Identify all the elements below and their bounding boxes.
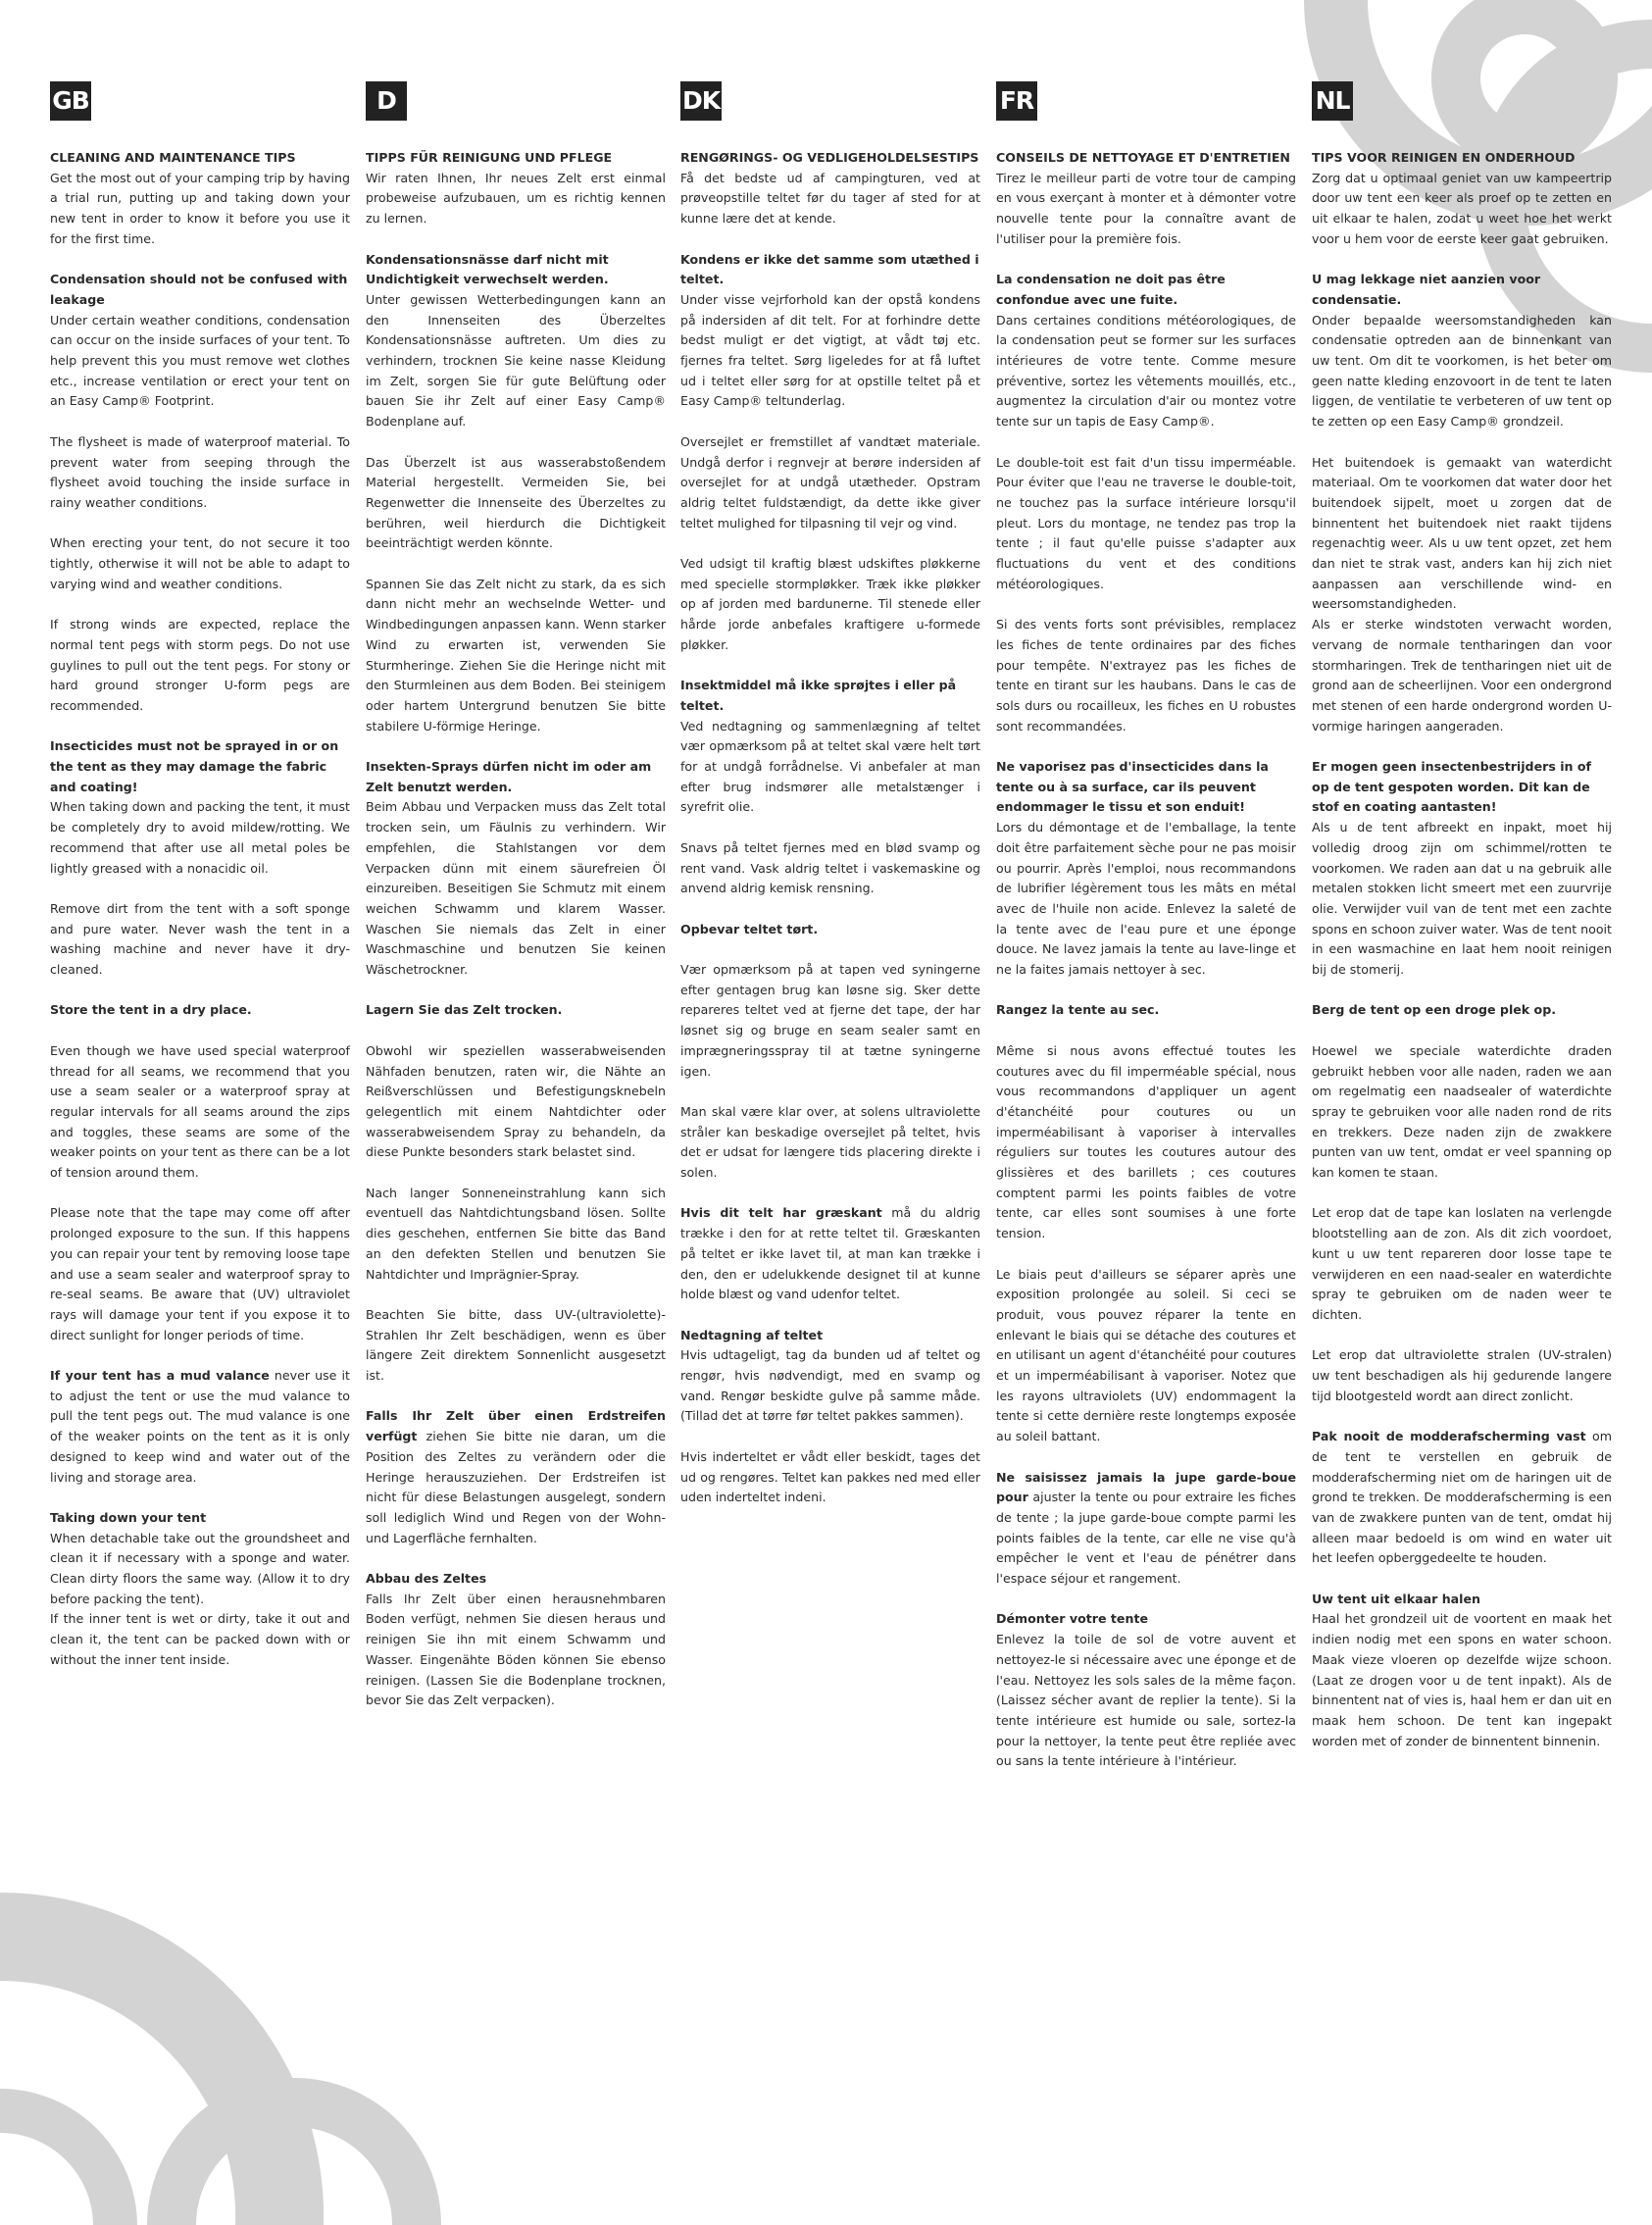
dk-insecticides-heading: Insektmiddel må ikke sprøjtes i eller på teltet. (680, 678, 957, 713)
fr-winds-text: Si des vents forts sont prévisibles, remplacez les fiches de tente ordinaires par des fiches pour tempête. N'extrayez pas les fiches de tente en tirant sur les haubans. Dans le cas de sols durs ou rocailleux, les fiches en U robustes sont recommandées. (996, 617, 1296, 733)
nl-title: TIPS VOOR REINIGEN EN ONDERHOUD (1312, 150, 1576, 165)
gb-erecting-text: When erecting your tent, do not secure it too tightly, otherwise it will not be able to adapt to varying wind and weather conditions. (50, 535, 350, 591)
gb-condensation-text: Under certain weather conditions, condensation can occur on the inside surfaces of your tent. To help prevent this you must remove wet clothes etc., increase ventilation or erect your tent on an Easy Camp® Footprint. (50, 312, 350, 409)
dk-uv-text: Man skal være klar over, at solens ultraviolette stråler kan beskadige oversejlet på teltet, hvis det er udsat for længere tids placering direkte i solen. (680, 1103, 980, 1181)
gb-title: CLEANING AND MAINTENANCE TIPS (50, 150, 296, 165)
dk-seams-text: Vær opmærksom på at tapen ved syningerne efter gentagen brug kan løsne sig. Sker dette repareres teltet ved at fjerne det tape, der har løsnet sig og bruge en seam sealer samt en imprægneringsspray til at tætne syningerne igen. (680, 962, 980, 1079)
dk-flysheet-text: Oversejlet er fremstillet af vandtæt materiale. Undgå derfor i regnvejr at berøre indersiden af oversejlet for at undgå utætheder. Opstram aldrig teltet fuldstændigt, da dette ikke giver teltet mulighed for tilpasning til vejr og vind. (680, 433, 980, 531)
nl-seams-text: Hoewel we speciale waterdichte draden gebruikt hebben voor alle naden, raden we aan om regelmatig een naadsealer of waterdichte spray te gebruiken voor alle naden rond de rits en trekkers. Deze naden zijn de zwakkere punten van uw tent, omdat er veel spanning op kan komen te staan. (1312, 1042, 1612, 1181)
nl-tape-text: Let erop dat de tape kan loslaten na verlengde blootstelling aan de zon. Als dit zich voordoet, kunt u uw tent repareren door losse tape te verwijderen en een naad-sealer en waterdichte spray te gebruiken om de naden weer te dichten. (1312, 1205, 1612, 1322)
gb-inner-text: If the inner tent is wet or dirty, take it out and clean it, the tent can be packed down with or without the inner tent inside. (50, 1611, 350, 1667)
d-valance-body: ziehen Sie bitte nie daran, um die Position des Zeltes zu verändern oder die Heringe herauszuziehen. Der Erdstreifen ist nicht für diese Belastungen ausgelegt, sondern soll lediglich Wind und Regen von der Wohn- und Lagerfläche fernhalten. (366, 1429, 666, 1545)
gb-tape-text: Please note that the tape may come off after prolonged exposure to the sun. If this happens you can repair your tent by removing loose tape and use a seam sealer and waterproof spray to re-seal seams. Be aware that (UV) ultraviolet rays will damage your tent if you expose it to direct sunlight for longer periods of time. (50, 1205, 350, 1342)
dk-valance-body: må du aldrig trække i den for at rette teltet til. Græskanten på teltet er ikke lavet til, at man kan trække i den, den er udelukkende designet til at kunne holde blæst og vand udenfor teltet. (680, 1205, 980, 1302)
fr-takedown-text: Enlevez la toile de sol de votre auvent et nettoyez-le si nécessaire avec une éponge et de l'eau. Nettoyez les sols sales de la même façon. (Laissez sécher avant de replier la tente). Si la tente intérieure est humide ou sale, sortez-la pour la nettoyer, la tente peut être repliée avec ou sans la tente intérieure à l'intérieur. (996, 1632, 1296, 1769)
dk-inner-text: Hvis inderteltet er vådt eller beskidt, tages det ud og rengøres. Teltet kan pakkes ned med eller uden inderteltet indeni. (680, 1448, 980, 1505)
gb-store-heading: Store the tent in a dry place. (50, 1002, 252, 1018)
d-title: TIPPS FÜR REINIGUNG UND PFLEGE (366, 150, 613, 165)
lang-badge-dk: DK (680, 81, 722, 121)
nl-store-heading: Berg de tent op een droge plek op. (1312, 1002, 1557, 1018)
d-erecting-text: Spannen Sie das Zelt nicht zu stark, da es sich dann nicht mehr an wechselnde Wetter- und Windbedingungen anpassen kann. Wenn starker Wind zu erwarten ist, verwenden Sie Sturmheringe. Ziehen Sie die Heringe nicht mit den Sturmleinen aus dem Boden. Bei steinigem oder hartem Untergrund benutzen Sie bitte stabilere U-förmige Heringe. (366, 576, 666, 733)
dk-takedown-text: Hvis udtageligt, tag da bunden ud af teltet og rengør, hvis nødvendigt, med en svamp og vand. Rengør beskidte gulve på samme måde. (Tillad det at tørre før teltet pakkes sammen). (680, 1347, 980, 1424)
d-condensation-heading: Kondensationsnässe darf nicht mit Undichtigkeit verwechselt werden. (366, 251, 609, 287)
gb-valance-lead: If your tent has a mud valance (50, 1368, 270, 1384)
nl-condensation-heading: U mag lekkage niet aanzien voor condensatie. (1312, 272, 1541, 307)
nl-uv-text: Let erop dat ultraviolette stralen (UV-stralen) uw tent beschadigen als hij gedurende langere tijd blootgesteld wordt aan direct zonlicht. (1312, 1347, 1612, 1403)
dk-insecticides-text: Ved nedtagning og sammenlægning af teltet vær opmærksom på at teltet skal være helt tørt for at undgå forrådnelse. Vi anbefaler at man efter brug indsmører alle metalstænger i syrefrit olie. (680, 718, 980, 815)
lang-badge-fr: FR (996, 81, 1037, 121)
fr-condensation-text: Dans certaines conditions météorologiques, de la condensation peut se former sur les surfaces intérieures de votre tente. Comme mesure préventive, sortez les vêtements mouillés, etc., augmentez la circulation d'air ou montez votre tente sur un tapis de Easy Camp®. (996, 312, 1296, 430)
d-intro: Wir raten Ihnen, Ihr neues Zelt erst einmal probeweise aufzubauen, um es richtig kennen zu lernen. (366, 170, 666, 227)
d-insecticides-text: Beim Abbau und Verpacken muss das Zelt total trocken sein, um Fäulnis zu verhindern. Wir empfehlen, die Stahlstangen vor dem Verpacken dünn mit einem säurefreien Öl einzureiben. Beseitigen Sie Schmutz mit einem weichen Schwamm und klarem Wasser. Waschen Sie niemals das Zelt in einer Waschmaschine und benutzen Sie keinen Wäschetrockner. (366, 799, 666, 978)
gb-seams-text: Even though we have used special waterproof thread for all seams, we recommend that you use a seam sealer or a waterproof spray at regular intervals for all seams around the zips and toggles, these seams are some of the weaker points on your tent as there can be a lot of tension around them. (50, 1042, 350, 1181)
gb-valance-body: never use it to adjust the tent or use the mud valance to pull the tent pegs out. The mud valance is one of the weaker points on the tent as it is only designed to keep wind and water out of the living and storage area. (50, 1368, 350, 1485)
column-dk (680, 81, 980, 1529)
d-flysheet-text: Das Überzelt ist aus wasserabstoßendem Material hergestellt. Vermeiden Sie, bei Regenwetter die Innenseite des Überzeltes zu berühren, weil hierdurch die Dichtigkeit beeinträchtigt werden könnte. (366, 454, 666, 551)
d-valance-lead: Falls Ihr Zelt über einen Erdstreifen verfügt (366, 1408, 666, 1444)
d-takedown-text: Falls Ihr Zelt über einen herausnehmbaren Boden verfügt, nehmen Sie diesen heraus und reinigen Sie ihn mit einem Schwamm und Wasser. Eingenähte Böden können Sie ebenso reinigen. (Lassen Sie die Bodenplane trocknen, bevor Sie das Zelt verpacken). (366, 1591, 666, 1708)
fr-takedown-heading: Démonter votre tente (996, 1611, 1148, 1627)
fr-title: CONSEILS DE NETTOYAGE ET D'ENTRETIEN (996, 150, 1290, 165)
d-insecticides-heading: Insekten-Sprays dürfen nicht im oder am Zelt benutzt werden. (366, 759, 652, 794)
nl-intro: Zorg dat u optimaal geniet van uw kampeertrip door uw tent een keer als proef op te zetten en uit elkaar te halen, zodat u weet hoe het werkt voor u hem voor de eerste keer gaat gebruiken. (1312, 170, 1612, 246)
fr-insecticides-heading: Ne vaporisez pas d'insecticides dans la tente ou à sa surface, car ils peuvent endommager le tissu et son enduit! (996, 759, 1269, 815)
fr-seams-text: Même si nous avons effectué toutes les coutures avec du fil imperméable spécial, nous vous recommandons d'appliquer un agent d'étanchéité pour coutures ou un imperméabilisant à vaporiser à intervalles réguliers sur toutes les coutures autour des glissières et des barillets ; ces coutures comptent parmi les points faibles de votre tente, car elles sont soumises à une forte tension. (996, 1042, 1296, 1241)
fr-valance-lead: Ne saisissez jamais la jupe garde-boue pour (996, 1469, 1296, 1505)
fr-intro: Tirez le meilleur parti de votre tour de camping en vous exerçant à monter et à démonter votre nouvelle tente pour la connaître avant de l'utiliser pour la première fois. (996, 170, 1296, 246)
nl-valance-body: om de tent te verstellen en gebruik de modderafscherming niet om de haringen uit de grond te trekken. De modderafscherming is een van de zwakkere punten van de tent, omdat hij alleen maar bedoeld is om wind en water uit het leefen opberggedeelte te houden. (1312, 1429, 1613, 1566)
gb-intro: Get the most out of your camping trip by having a trial run, putting up and taking down your new tent in order to know it before you use it for the first time. (50, 170, 350, 246)
fr-insecticides-text: Lors du démontage et de l'emballage, la tente doit être parfaitement sèche pour ne pas moisir ou pourrir. Après l'emploi, nous recommandons de lubrifier légèrement tous les mâts en métal avec de l'huile non acide. Enlevez la saleté de la tente avec de l'eau pure et une éponge douce. Ne lavez jamais la tente au lave-linge et ne la faites jamais nettoyer à sec. (996, 820, 1296, 978)
dk-winds-text: Ved udsigt til kraftig blæst udskiftes pløkkerne med specielle stormpløkker. Træk ikke pløkker op af jorden med bardunerne. Til stenede eller hårde jorde anbefales kraftigere u-formede pløkker. (680, 556, 980, 652)
lang-badge-gb: GB (50, 81, 91, 121)
gb-flysheet-text: The flysheet is made of waterproof material. To prevent water from seeping through the flysheet avoid touching the inside surface in rainy weather conditions. (50, 433, 350, 510)
column-d (366, 81, 666, 1732)
d-condensation-text: Unter gewissen Wetterbedingungen kann an den Innenseiten des Überzeltes Kondensationsnässe auftreten. Um dies zu verhindern, trocknen Sie keine nasse Kleidung im Zelt, sorgen Sie für gute Belüftung oder bauen Sie ihr Zelt auf einer Easy Camp® Bodenplane auf. (366, 291, 666, 430)
fr-flysheet-text: Le double-toit est fait d'un tissu imperméable. Pour éviter que l'eau ne traverse le double-toit, ne touchez pas la surface intérieure lorsqu'il pleut. Lors du montage, ne tendez pas trop la tente ; il faut qu'elle puisse s'adapter aux fluctuations du vent et des conditions météorologiques. (996, 454, 1296, 591)
nl-insecticides-heading: Er mogen geen insectenbestrijders in of op de tent gespoten worden. Dit kan de stof en coating aantasten! (1312, 759, 1592, 815)
d-takedown-heading: Abbau des Zeltes (366, 1571, 487, 1587)
gb-condensation-heading: Condensation should not be confused with leakage (50, 272, 348, 307)
fr-store-heading: Rangez la tente au sec. (996, 1002, 1160, 1018)
dk-title: RENGØRINGS- OG VEDLIGEHOLDELSESTIPS (680, 150, 979, 165)
gb-winds-text: If strong winds are expected, replace the normal tent pegs with storm pegs. Do not use guylines to pull out the tent pegs. For stony or hard ground stronger U-form pegs are recommended. (50, 617, 350, 713)
nl-valance-text (1312, 1427, 1612, 1569)
nl-flysheet-text: Het buitendoek is gemaakt van waterdicht materiaal. Om te voorkomen dat water door het buitendoek sijpelt, moet u zorgen dat de binnentent het buitendoek niet raakt tijdens regenachtig weer. Als u uw tent opzet, zet hem dan niet te strak vast, anders kan hij zich niet aanpassen aan verschillende wind- en weersomstandigheden. (1312, 454, 1612, 612)
nl-condensation-text: Onder bepaalde weersomstandigheden kan condensatie optreden aan de binnenkant van uw tent. Om dit te voorkomen, is het beter om geen natte kleding enzovoort in de tent te laten liggen, de ventilatie te verbeteren of uw tent op te zetten op een Easy Camp® grondzeil. (1312, 312, 1612, 430)
fr-valance-text (996, 1468, 1296, 1590)
dk-takedown-heading: Nedtagning af teltet (680, 1327, 824, 1342)
d-store-heading: Lagern Sie das Zelt trocken. (366, 1002, 563, 1018)
d-uv-text: Beachten Sie bitte, dass UV-(ultraviolette)-Strahlen Ihr Zelt beschädigen, wenn es über längere Zeit direktem Sonnenlicht ausgesetzt ist. (366, 1306, 666, 1384)
lang-badge-nl: NL (1312, 81, 1353, 121)
dk-dirt-text: Snavs på teltet fjernes med en blød svamp og rent vand. Vask aldrig teltet i vaskemaskine og anvend aldrig kemisk rensning. (680, 839, 980, 896)
nl-takedown-text: Haal het grondzeil uit de voortent en maak het indien nodig met een spons en water schoon. Maak vieze vloeren op dezelfde wijze schoon. (Laat ze drogen voor u de tent inpakt). Als de binnentent nat of vies is, haal hem er dan uit en maak hem schoon. De tent kan ingepakt worden met of zonder de binnentent binnenin. (1312, 1611, 1612, 1748)
d-seams-text: Obwohl wir speziellen wasserabweisenden Nähfaden benutzen, raten wir, die Nähte an Reißverschlüssen und Befestigungsknebeln gelegentlich mit einem Nahtdichter oder wasserabweisendem Spray zu behandeln, da diese Punkte besonders stark belastet sind. (366, 1042, 666, 1160)
gb-insecticides-text: When taking down and packing the tent, it must be completely dry to avoid mildew/rotting. We recommend that after use all metal poles be lightly greased with a nonacidic oil. (50, 799, 350, 876)
nl-valance-lead: Pak nooit de modderafscherming vast (1312, 1429, 1586, 1444)
dk-intro: Få det bedste ud af campingturen, ved at prøveopstille teltet før du tager af sted for at kunne lære det at kende. (680, 170, 980, 227)
column-nl (1312, 81, 1612, 1772)
dk-condensation-heading: Kondens er ikke det samme som utæthed i teltet. (680, 251, 979, 287)
dk-store-heading: Opbevar teltet tørt. (680, 921, 819, 936)
nl-winds-text: Als er sterke windstoten verwacht worden, vervang de normale tentharingen dan voor stormharingen. Trek de tentharingen niet uit de grond aan de scheerlijnen. Voor een ondergrond met stenen of een harde ondergrond worden U-vormige haringen aangeraden. (1312, 617, 1612, 733)
column-fr (996, 81, 1296, 1793)
lang-badge-d: D (366, 81, 407, 121)
gb-takedown-heading: Taking down your tent (50, 1509, 207, 1525)
column-gb (50, 81, 350, 1691)
fr-tape-text: Le biais peut d'ailleurs se séparer après une exposition prolongée au soleil. Si ceci se produit, vous pouvez réparer la tente en enlevant le biais qui se détache des coutures et en utilisant un agent d'étanchéité pour coutures et un imperméabilisant à vaporiser. Notez que les rayons ultraviolets (UV) endommagent la tente si cette dernière reste longtemps exposée au soleil battant. (996, 1266, 1296, 1444)
dk-condensation-text: Under visse vejrforhold kan der opstå kondens på indersiden af dit telt. For at forhindre dette bedst muligt er det vigtigt, at vådt tøj etc. fjernes fra teltet. Sørg ligeledes for at få luftet ud i teltet eller sørg for at opstille teltet på et Easy Camp® teltunderlag. (680, 291, 980, 409)
gb-insecticides-heading: Insecticides must not be sprayed in or on the tent as they may damage the fabric and coating! (50, 738, 339, 794)
d-valance-text (366, 1406, 666, 1548)
nl-takedown-heading: Uw tent uit elkaar halen (1312, 1591, 1480, 1606)
dk-valance-lead: Hvis dit telt har græskant (680, 1205, 882, 1221)
gb-takedown-text: When detachable take out the groundsheet and clean it if necessary with a sponge and water. Clean dirty floors the same way. (Allow it to dry before packing the tent). (50, 1530, 350, 1606)
gb-dirt-text: Remove dirt from the tent with a soft sponge and pure water. Never wash the tent in a washing machine and never have it dry-cleaned. (50, 900, 350, 978)
d-tape-text: Nach langer Sonneneinstrahlung kann sich eventuell das Nahtdichtungsband lösen. Sollte dies geschehen, entfernen Sie bitte das Band an den defekten Stellen und benutzen Sie Nahtdichter und Imprägnier-Spray. (366, 1185, 666, 1282)
gb-valance-text (50, 1366, 350, 1488)
fr-condensation-heading: La condensation ne doit pas être confondue avec une fuite. (996, 272, 1226, 307)
fr-valance-body: ajuster la tente ou pour extraire les fiches de tente ; la jupe garde-boue compte parmi les points faibles de la tente, car elle ne vise qu'à empêcher le vent et l'eau de pénétrer dans l'espace séjour et rangement. (996, 1490, 1296, 1587)
dk-valance-text (680, 1203, 980, 1305)
nl-insecticides-text: Als u de tent afbreekt en inpakt, moet hij volledig droog zijn om schimmel/rotten te voorkomen. We raden aan dat u na gebruik alle metalen stokken licht smeert met een zuurvrije olie. Verwijder vuil van de tent met een zachte spons en schoon zuiver water. Was de tent nooit in een wasmachine en laat hem nooit reinigen bij de stomerij. (1312, 820, 1612, 978)
